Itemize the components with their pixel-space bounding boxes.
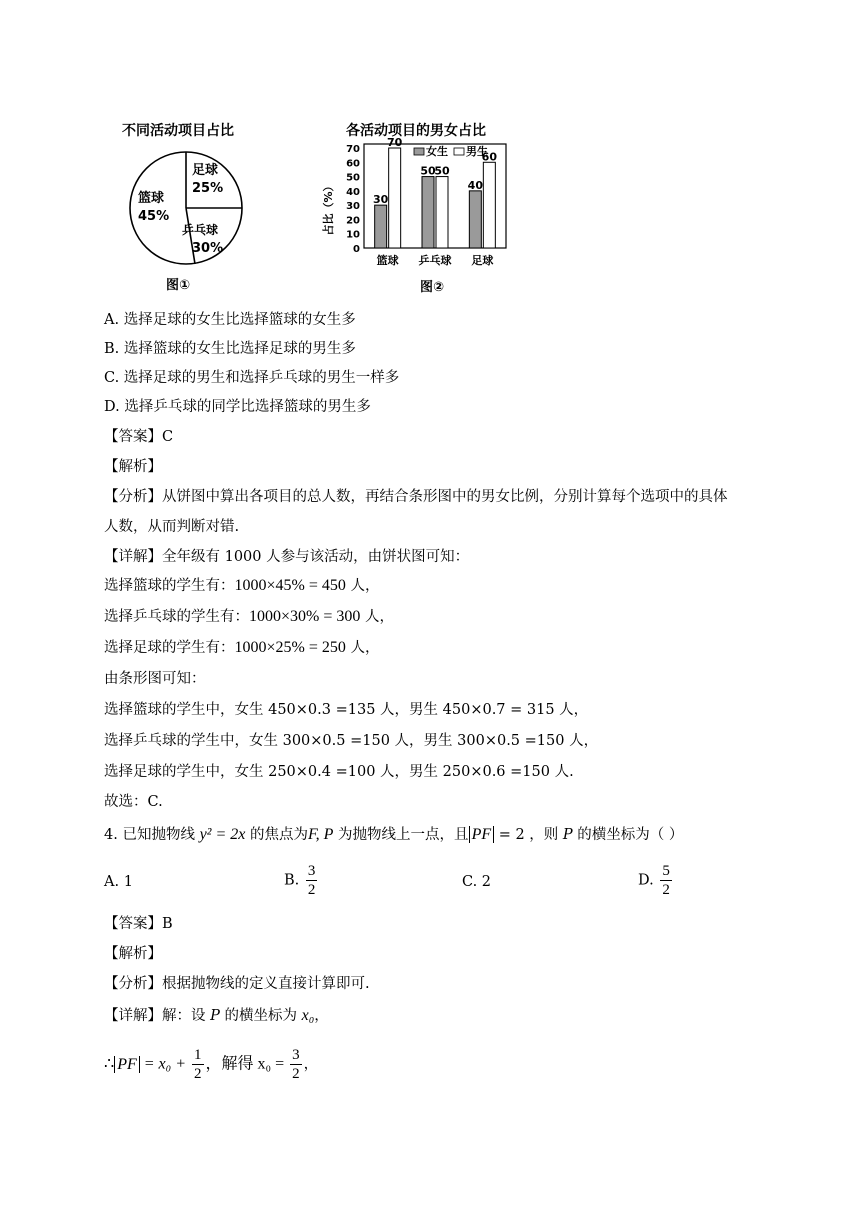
q4-option-c: C. 2: [462, 874, 492, 890]
frac-den: 2: [194, 1066, 202, 1082]
final-eq: = x₀ +: [139, 1055, 190, 1073]
q4-stem-a: 4. 已知抛物线: [104, 827, 200, 843]
detail-p: P: [210, 1008, 220, 1024]
calc-expr: 1000×25% = 250: [234, 639, 346, 656]
pie-chart: [118, 140, 258, 280]
calc-expr: 1000×30% = 300: [249, 608, 361, 625]
final-end: ，: [303, 1056, 319, 1073]
y-tick-label: 10: [346, 229, 360, 241]
pie-label-basketball: 篮球: [138, 191, 165, 206]
pie-pct-football: 25%: [192, 181, 224, 196]
q4-abs-pf: PF: [469, 826, 495, 843]
fraction: [306, 862, 318, 899]
frac-den: 2: [292, 1066, 300, 1082]
bar-caption: 图②: [420, 280, 445, 295]
legend-male: 男生: [466, 145, 488, 158]
detail-a: 【详解】解：设: [104, 1008, 211, 1024]
q3-detail-intro: 【详解】全年级有 1000 人参与该活动，由饼状图可知：: [104, 549, 470, 565]
q4-answer: 【答案】B: [104, 916, 173, 932]
bar-ylabel: 占比（%）: [322, 180, 335, 236]
calc-pre: 选择足球的学生有：: [104, 640, 235, 656]
legend-swatch-female: [414, 148, 424, 155]
q4-p: P: [562, 827, 573, 843]
q3-calc-football: [104, 638, 379, 658]
y-tick-label: 20: [346, 215, 360, 227]
q3-calc-basketball: [104, 576, 379, 596]
calc-expr: 1000×45% = 450: [234, 577, 346, 594]
y-tick-label: 60: [346, 158, 360, 170]
frac-num: 1: [194, 1047, 202, 1063]
q4-stem: [104, 825, 683, 845]
bar-data-label: 30: [373, 193, 389, 207]
bar-title: 各活动项目的男女占比: [346, 123, 486, 139]
q3-calc-pingpong: [104, 607, 394, 627]
fraction: [290, 1046, 302, 1083]
q4-option-b: [284, 862, 319, 899]
x-tick-label: 篮球: [376, 254, 399, 267]
calc-post: 人，: [360, 609, 394, 625]
q3-option-b: B. 选择篮球的女生比选择足球的男生多: [104, 341, 356, 357]
q4-fenxi: 【分析】根据抛物线的定义直接计算即可.: [104, 976, 370, 992]
pie-pct-pingpong: 30%: [192, 241, 224, 256]
bar-male: [436, 177, 448, 248]
q4-final: [104, 1046, 318, 1083]
q3-option-c: C. 选择足球的男生和选择乒乓球的男生一样多: [104, 370, 400, 386]
q4-fp: F, P: [307, 826, 334, 843]
figures-area: [118, 118, 518, 298]
q4-stem-e: 的横坐标为（ ）: [572, 827, 684, 843]
bar-female: [375, 205, 387, 248]
x-tick-label: 足球: [471, 254, 494, 267]
q3-bar-line-football: 选择足球的学生中，女生 250×0.4 =100 人，男生 250×0.6 =150 人.: [104, 764, 574, 780]
bar-data-label: 60: [481, 150, 497, 164]
q3-bar-intro: 由条形图可知：: [104, 671, 206, 687]
detail-b: 的横坐标为: [219, 1008, 302, 1024]
x-tick-label: 乒乓球: [418, 254, 452, 267]
calc-pre: 选择乒乓球的学生有：: [104, 609, 249, 625]
y-tick-label: 70: [346, 144, 360, 155]
q3-fenxi-cont: 人数，从而判断对错.: [104, 519, 240, 535]
fraction: [192, 1046, 204, 1083]
bar-male: [389, 148, 401, 248]
frac-den: 2: [307, 882, 316, 898]
pie-label-pingpong: 乒乓球: [182, 223, 219, 237]
calc-pre: 选择篮球的学生有：: [104, 578, 235, 594]
q3-choice: 故选：C.: [104, 794, 163, 810]
pie-caption: 图①: [166, 278, 191, 293]
legend-swatch-male: [454, 148, 464, 155]
bar-data-label: 50: [420, 164, 436, 178]
q4-option-d: [638, 862, 674, 899]
final-mid: ，解得 x₀ =: [205, 1055, 289, 1073]
pie-pct-basketball: 45%: [138, 209, 170, 224]
opt-label: B.: [284, 872, 300, 889]
pie-title: 不同活动项目占比: [122, 123, 234, 139]
q3-fenxi: 【分析】从饼图中算出各项目的总人数，再结合条形图中的男女比例，分别计算每个选项中的具体: [104, 489, 728, 505]
bar-female: [469, 191, 481, 248]
q3-answer: 【答案】C: [104, 429, 174, 445]
y-tick-label: 50: [346, 172, 360, 184]
q4-equation: y² = 2x: [199, 826, 246, 843]
calc-post: 人，: [345, 578, 380, 594]
bar-data-label: 40: [467, 178, 483, 192]
y-tick-label: 0: [353, 244, 360, 255]
therefore: ∴: [104, 1055, 115, 1073]
q4-option-a: A. 1: [104, 874, 133, 890]
frac-num: 3: [307, 863, 316, 879]
bar-female: [422, 177, 434, 248]
opt-label: D.: [638, 872, 654, 889]
q3-option-a: A. 选择足球的女生比选择篮球的女生多: [104, 312, 356, 328]
fraction: [660, 862, 672, 899]
q4-stem-d: = 2 ，则: [494, 827, 563, 843]
pie-label-football: 足球: [192, 163, 219, 178]
frac-num: 3: [292, 1047, 300, 1063]
q3-bar-line-basketball: 选择篮球的学生中，女生 450×0.3 =135 人，男生 450×0.7 = 315 人，: [104, 702, 589, 718]
q4-stem-c: 为抛物线上一点，且: [333, 827, 469, 843]
bar-data-label: 70: [387, 138, 403, 149]
q4-detail: [104, 1006, 329, 1026]
q4-stem-b: 的焦点为: [245, 827, 308, 843]
y-tick-label: 30: [346, 201, 360, 213]
y-tick-label: 40: [346, 186, 360, 198]
frac-den: 2: [662, 882, 670, 898]
bar-male: [483, 162, 495, 248]
bar-data-label: 50: [434, 164, 450, 178]
bar-chart: [322, 138, 522, 278]
calc-post: 人，: [345, 640, 380, 656]
legend-female: 女生: [426, 145, 448, 158]
detail-x0: x₀: [301, 1007, 315, 1024]
frac-num: 5: [662, 863, 670, 879]
q4-analysis-head: 【解析】: [104, 946, 162, 962]
q3-analysis-head: 【解析】: [104, 459, 162, 475]
final-abs-pf: PF: [114, 1056, 140, 1073]
q3-bar-line-pingpong: 选择乒乓球的学生中，女生 300×0.5 =150 人，男生 300×0.5 =150 人，: [104, 733, 599, 749]
q3-option-d: D. 选择乒乓球的同学比选择篮球的男生多: [104, 399, 371, 415]
detail-c: ，: [314, 1008, 329, 1024]
